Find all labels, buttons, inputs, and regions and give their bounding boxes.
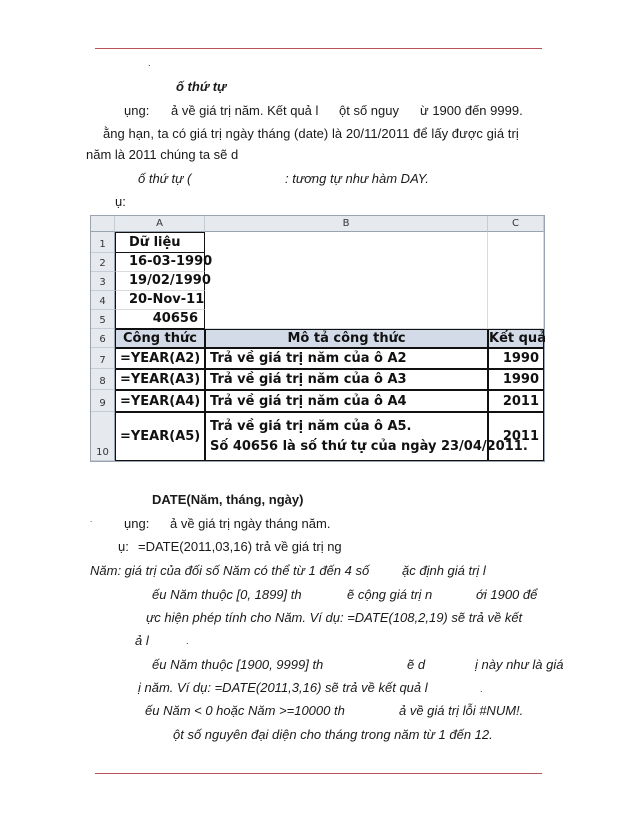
description-line: Trả về giá trị năm của ô A5.: [210, 419, 412, 434]
month-argument-text: ột số nguyên đại diện cho tháng trong năm từ 1 đến 12.: [173, 727, 493, 742]
description-cell[interactable]: Trả về giá trị năm của ô A4: [205, 390, 488, 412]
date-usage-label: ụng:: [124, 516, 150, 531]
formula-cell[interactable]: =YEAR(A4): [115, 390, 205, 412]
year-example-line-2: năm là 2011 chúng ta sẽ d: [86, 147, 239, 162]
rule-2-text-b: ẽ d: [407, 657, 426, 672]
rule-1-dot: .: [186, 636, 189, 646]
year-usage-text-3: ừ 1900 đến 9999.: [420, 103, 523, 118]
spreadsheet-example: [90, 215, 545, 462]
year-example-label: ụ:: [115, 194, 126, 209]
formula-cell[interactable]: =YEAR(A3): [115, 369, 205, 390]
rule-2-dot: .: [480, 684, 483, 694]
row-header[interactable]: 1: [91, 232, 115, 253]
row-header[interactable]: 6: [91, 329, 115, 348]
rule-2-text-c: ị này như là giá: [475, 657, 564, 672]
result-cell[interactable]: 1990: [488, 369, 544, 390]
formula-header-cell[interactable]: Công thức: [115, 329, 205, 348]
row-header[interactable]: 7: [91, 348, 115, 369]
column-header-b[interactable]: B: [205, 216, 488, 232]
year-param-text-2: : tương tự như hàm DAY.: [285, 171, 429, 186]
date-section-title: DATE(Năm, tháng, ngày): [152, 492, 304, 507]
rule-3-text-a: ếu Năm < 0 hoặc Năm >=10000 th: [145, 703, 345, 718]
year-usage-label: ụng:: [124, 103, 150, 118]
date-usage-text: ả về giá trị ngày tháng năm.: [170, 516, 331, 531]
description-cell[interactable]: Trả về giá trị năm của ô A2: [205, 348, 488, 369]
data-value-cell[interactable]: 20-Nov-11: [115, 291, 205, 310]
rule-1-text-b: ẽ cộng giá trị n: [347, 587, 433, 602]
top-rule: [95, 48, 542, 49]
date-example-text: =DATE(2011,03,16) trả về giá trị ng: [138, 539, 342, 554]
result-cell[interactable]: 2011: [488, 412, 544, 461]
rule-1-line-3: ả l: [135, 633, 149, 648]
row-header[interactable]: 4: [91, 291, 115, 310]
data-value-cell[interactable]: 16-03-1990: [115, 253, 205, 272]
row-header[interactable]: 9: [91, 390, 115, 412]
year-usage-text: ả về giá trị năm. Kết quả l: [171, 103, 319, 118]
year-argument-text: Năm: giá trị của đối số Năm có thể từ 1 đến 4 số: [90, 563, 370, 578]
rule-3-text-b: ả về giá trị lỗi #NUM!.: [399, 703, 524, 718]
row-header[interactable]: 10: [91, 412, 115, 461]
year-param-text: ố thứ tự (: [138, 171, 192, 186]
year-section-title: ố thứ tự: [176, 79, 227, 94]
rule-2-line-2: ị năm. Ví dụ: =DATE(2011,3,16) sẽ trả về kết quả l: [138, 680, 428, 695]
row-header[interactable]: 8: [91, 369, 115, 390]
year-example-line-1: ằng hạn, ta có giá trị ngày tháng (date) là 20/11/2011 để lấy được giá trị: [103, 126, 519, 141]
column-header-a[interactable]: A: [115, 216, 205, 232]
data-header-cell[interactable]: Dữ liệu: [115, 232, 205, 253]
column-header-c[interactable]: C: [488, 216, 544, 232]
formula-cell[interactable]: =YEAR(A2): [115, 348, 205, 369]
rule-1-text-a: ếu Năm thuộc [0, 1899] th: [152, 587, 302, 602]
description-header-cell[interactable]: Mô tả công thức: [205, 329, 488, 348]
row-header[interactable]: 5: [91, 310, 115, 329]
rule-1-text-c: ới 1900 để: [476, 587, 538, 602]
empty-cell[interactable]: [488, 232, 544, 329]
result-cell[interactable]: 2011: [488, 390, 544, 412]
description-cell[interactable]: Trả về giá trị năm của ô A3: [205, 369, 488, 390]
row-header[interactable]: 3: [91, 272, 115, 291]
rule-1-line-2: ực hiện phép tính cho Năm. Ví dụ: =DATE(108,2,19) sẽ trả về kết: [146, 610, 523, 625]
data-value-cell[interactable]: 19/02/1990: [115, 272, 205, 291]
formula-cell[interactable]: =YEAR(A5): [115, 412, 205, 461]
result-header-cell[interactable]: Kết quả: [489, 331, 546, 346]
corner-cell: [91, 216, 115, 232]
row-header[interactable]: 2: [91, 253, 115, 272]
bottom-rule: [95, 773, 542, 774]
date-example-label: ụ:: [118, 539, 129, 554]
description-cell[interactable]: [205, 412, 528, 461]
header-dot: .: [148, 58, 151, 68]
bullet-dot: .: [90, 515, 93, 524]
empty-cell[interactable]: [205, 232, 488, 329]
rule-2-text-a: ếu Năm thuộc [1900, 9999] th: [152, 657, 324, 672]
description-line: Số 40656 là số thứ tự của ngày 23/04/2011.: [210, 439, 528, 454]
result-cell[interactable]: 1990: [488, 348, 544, 369]
data-value-cell[interactable]: 40656: [115, 310, 205, 329]
year-usage-text-2: ột số nguy: [339, 103, 399, 118]
year-argument-text-2: ặc định giá trị l: [402, 563, 486, 578]
